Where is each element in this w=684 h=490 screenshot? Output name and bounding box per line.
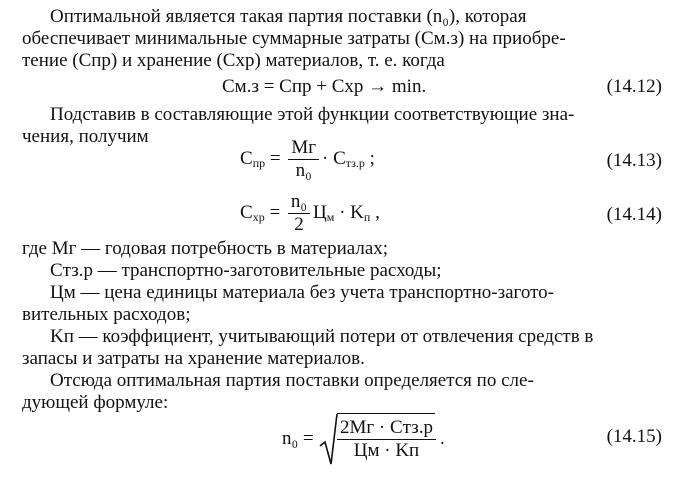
paragraph-2-line-1: Подставив в составляющие этой функции соответствующие зна- — [50, 104, 575, 125]
formula-14-15-fraction: $\frac{\text{2Mг · Cтз.р}}{Цм \cdot Kп}$ — [337, 418, 436, 461]
formula-14-13: $C_{пр}$ = $\frac{Mг}{\text{n₀}}$ · $C_{тз.р}$ ; — [240, 137, 375, 181]
formula-14-14: $C_{хр}$ = $\frac{\text{n₀}}{2}$ $Ц_м \cdot K_п$ , — [240, 191, 380, 235]
paragraph-1-line-2: обеспечивает минимальные суммарные затраты (Cм.з) на приобре- — [22, 28, 566, 49]
formula-14-14-number: (14.14) — [606, 204, 662, 225]
formula-14-13-number: (14.13) — [606, 150, 662, 171]
formula-14-13-lhs: C — [240, 147, 253, 169]
definition-3a: Цм — цена единицы материала без учета транспортно-загото- — [50, 282, 554, 303]
paragraph-3-line-2: дующей формуле: — [22, 392, 169, 413]
definition-4b: запасы и затраты на хранение материалов. — [22, 348, 365, 369]
paragraph-2-line-2: чения, получим — [22, 126, 149, 147]
fraction: $\frac{\text{n₀}}{2}$ — [288, 192, 310, 235]
paragraph-1-line-3: тение (Cпр) и хранение (Cхр) материалов, т. е. когда — [22, 50, 445, 71]
fraction: $\frac{Mг}{\text{n₀}}$ — [288, 138, 319, 181]
paragraph-1-line-1: Оптимальной является такая партия поставки (n₀), которая — [50, 6, 527, 27]
formula-14-15-number: (14.15) — [606, 426, 662, 447]
formula-14-12: Cм.з = Cпр + Cхр → min. — [222, 76, 427, 97]
definition-3b: вительных расходов; — [22, 304, 191, 325]
definition-2: Cтз.р — транспортно-заготовительные расходы; — [50, 260, 442, 281]
formula-14-15-lhs: n₀ = — [282, 428, 314, 449]
radical-bar — [337, 413, 435, 414]
formula-14-12-number: (14.12) — [606, 76, 662, 97]
paragraph-3-line-1: Отсюда оптимальная партия поставки определяется по сле- — [50, 370, 534, 391]
definition-4a: Kп — коэффициент, учитывающий потери от отвлечения средств в — [50, 326, 594, 347]
radical-sign-icon — [318, 412, 338, 468]
formula-14-15-period: . — [440, 428, 445, 449]
definition-1: где Mг — годовая потребность в материалах; — [22, 238, 389, 259]
